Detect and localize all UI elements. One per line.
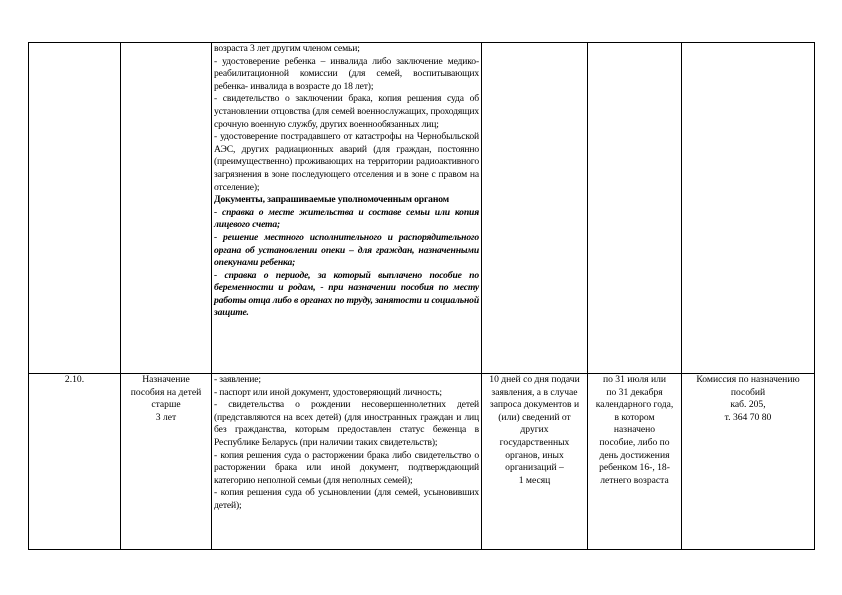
validity-period-line: день достижения xyxy=(599,449,670,461)
responsible-office-line: т. 364 70 80 xyxy=(724,411,772,423)
processing-term-line: организаций – xyxy=(505,462,564,474)
responsible-office-cell xyxy=(682,374,815,550)
processing-term-line: (или) сведений от xyxy=(498,411,571,423)
procedure-name-line: старше xyxy=(151,399,181,411)
required-documents-cell xyxy=(212,374,482,550)
processing-term-cell xyxy=(482,43,588,374)
validity-period-line: летнего возраста xyxy=(600,474,669,486)
document-item: - копия решения суда о расторжении брака либо свидетельство о расторжении брака или иной документ, подтверждающий категорию неполной семьи (для неполных семей); xyxy=(214,449,479,486)
responsible-office-line: пособий xyxy=(730,386,766,398)
table-row xyxy=(29,374,815,550)
processing-term-line: 10 дней со дня подачи xyxy=(489,374,580,385)
processing-term-line: 1 месяц xyxy=(518,474,551,486)
document-item: возраста 3 лет другим членом семьи; xyxy=(214,43,360,54)
validity-period-line: в котором xyxy=(614,411,655,423)
validity-period-cell xyxy=(588,43,682,374)
validity-period-line: по 31 декабря xyxy=(606,386,663,398)
document-item: - свидетельства о рождении несовершеннолетних детей (представляются на всех детей) (для иностранных граждан и лиц без гражданства, которым предоставлен статус беженца в Республике Беларусь (при наличии таких свидетельств); xyxy=(214,399,479,448)
document-item: - удостоверение пострадавшего от катастрофы на Чернобыльской АЭС, других радиационных аварий (для граждан, постоянно (преимущественно) проживающих на территории радиоактивного загрязнения в зоне последующего отселения и в зоне с правом на отселение); xyxy=(214,131,479,193)
document-item: - свидетельство о заключении брака, копия решения суда об установлении отцовства (для семей военнослужащих, проходящих срочную военную службу, других военнообязанных лиц; xyxy=(214,93,479,130)
required-documents-cell xyxy=(212,43,482,374)
procedure-number-cell xyxy=(29,43,121,374)
responsible-office-line: каб. 205, xyxy=(730,399,766,411)
table-row xyxy=(29,43,815,374)
processing-term-line: запроса документов и xyxy=(489,399,580,411)
responsible-office-line: Комиссия по назначению xyxy=(696,374,800,385)
document-item: - копия решения суда об усыновлении (для семей, усыновивших детей); xyxy=(214,487,479,511)
document-item: - справка о месте жительства и составе семьи или копия лицевого счета; xyxy=(214,206,479,231)
document-item: - справка о периоде, за который выплачено пособие по беременности и родам, - при назначении пособия по месту работы отца либо в органах по труду, занятости и социальной защите. xyxy=(214,269,479,319)
processing-term-line: других xyxy=(520,424,549,436)
validity-period-line: назначено xyxy=(613,424,656,436)
procedure-number: 2.10. xyxy=(64,374,85,385)
procedure-number-cell xyxy=(29,374,121,550)
procedure-name-line: Назначение xyxy=(142,374,190,385)
document-item: - удостоверение ребенка – инвалида либо заключение медико-реабилитационной комиссии (для семей, воспитывающих ребенка- инвалида в возрасте до 18 лет); xyxy=(214,55,479,92)
processing-term-line: заявления, а в случае xyxy=(491,386,578,398)
responsible-office-cell xyxy=(682,43,815,374)
validity-period-line: ребенком 16-, 18- xyxy=(599,462,670,474)
procedure-name-line: 3 лет xyxy=(155,411,177,423)
document-item: - заявление; xyxy=(214,374,261,385)
procedures-table xyxy=(28,42,815,550)
procedure-name-cell xyxy=(121,374,212,550)
validity-period-cell xyxy=(588,374,682,550)
processing-term-line: государственных xyxy=(499,436,570,448)
validity-period-line: по 31 июля или xyxy=(602,374,667,385)
requested-documents-heading: Документы, запрашиваемые уполномоченным органом xyxy=(214,194,450,206)
processing-term-line: органов, иных xyxy=(505,449,564,461)
procedure-name-cell xyxy=(121,43,212,374)
processing-term-cell xyxy=(482,374,588,550)
procedure-name-line: пособия на детей xyxy=(130,386,202,398)
validity-period-line: пособие, либо по xyxy=(599,436,670,448)
document-item: - решение местного исполнительного и распорядительного органа об установлении опеки – для граждан, назначенными опекунами ребенка; xyxy=(214,231,479,269)
document-item: - паспорт или иной документ, удостоверяющий личность; xyxy=(214,386,442,398)
validity-period-line: календарного года, xyxy=(595,399,674,411)
